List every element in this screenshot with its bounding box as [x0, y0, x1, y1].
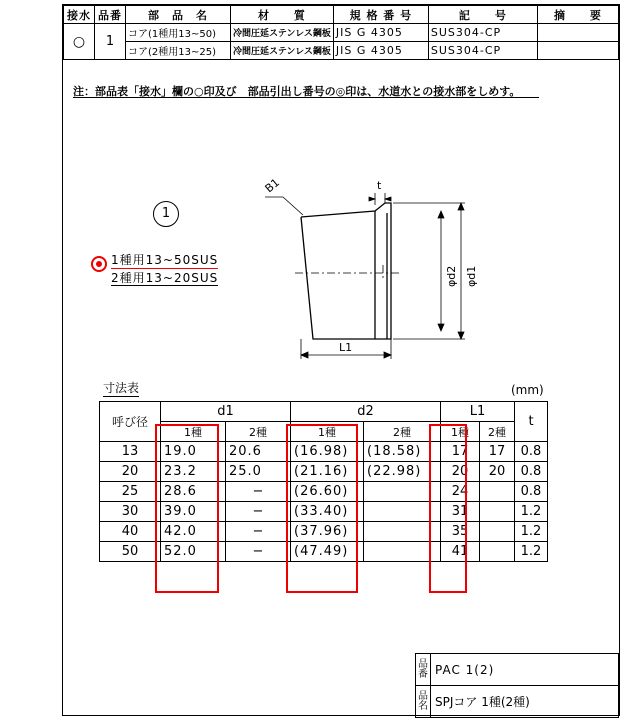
size-line-type1: 1種用13~50SUS — [111, 253, 219, 267]
sub-d1-2: 2種 — [226, 422, 291, 442]
cell-d2-1: (33.40) — [291, 502, 364, 522]
cell-nominal: 50 — [100, 542, 161, 562]
cell-L1-1: 24 — [441, 482, 480, 502]
cell-d1-2: 25.0 — [226, 462, 291, 482]
header-L1: L1 — [441, 402, 515, 422]
cell-L1-1: 41 — [441, 542, 480, 562]
label-B1: B1 — [262, 175, 283, 196]
cell-d2-1: (47.49) — [291, 542, 364, 562]
material-cell: 冷間圧延ステンレス鋼板 — [231, 42, 334, 60]
cell-nominal: 40 — [100, 522, 161, 542]
cell-t: 0.8 — [515, 442, 548, 462]
cell-nominal: 20 — [100, 462, 161, 482]
header-t: t — [515, 402, 548, 442]
dimension-table-title: 寸法表 — [103, 381, 140, 395]
part-name-value: SPJコア 1種(2種) — [431, 686, 619, 718]
part-name-cell: コア(1種用13~50) — [126, 24, 231, 42]
standard-cell: JIS G 4305 — [333, 24, 428, 42]
cell-L1-2 — [480, 482, 515, 502]
table-row — [100, 462, 548, 482]
cell-d2-1: (26.60) — [291, 482, 364, 502]
cell-t: 0.8 — [515, 482, 548, 502]
parts-table — [63, 5, 619, 60]
cell-d2-2 — [364, 502, 441, 522]
cell-d1-1: 19.0 — [161, 442, 226, 462]
title-block — [415, 653, 619, 718]
cell-d2-2 — [364, 522, 441, 542]
header-part-name: 部 品 名 — [126, 6, 231, 24]
header-standard: 規 格 番 号 — [333, 6, 428, 24]
cell-d1-1: 23.2 — [161, 462, 226, 482]
standard-cell: JIS G 4305 — [333, 42, 428, 60]
label-part-name: 品名 — [416, 686, 431, 718]
label-part-number: 品番 — [416, 654, 431, 686]
note-underline — [73, 97, 539, 98]
label-d2: φd2 — [445, 265, 458, 287]
header-nominal: 呼び径 — [100, 402, 161, 442]
part-name-cell: コア(2種用13~25) — [126, 42, 231, 60]
cell-d2-1: (16.98) — [291, 442, 364, 462]
label-t: t — [377, 179, 382, 192]
cell-L1-2 — [480, 522, 515, 542]
header-water: 接水 — [64, 6, 95, 24]
cell-L1-1: 17 — [441, 442, 480, 462]
header-d2: d2 — [291, 402, 441, 422]
sub-d1-1: 1種 — [161, 422, 226, 442]
table-row — [100, 502, 548, 522]
symbol-cell: SUS304-CP — [428, 42, 537, 60]
cell-d1-2: − — [226, 542, 291, 562]
header-d1: d1 — [161, 402, 291, 422]
dimension-table — [99, 401, 548, 562]
cell-d1-1: 39.0 — [161, 502, 226, 522]
cell-nominal: 30 — [100, 502, 161, 522]
sub-L1-2: 2種 — [480, 422, 515, 442]
sub-d2-2: 2種 — [364, 422, 441, 442]
cell-d1-1: 52.0 — [161, 542, 226, 562]
table-row — [100, 522, 548, 542]
cell-d1-1: 28.6 — [161, 482, 226, 502]
parts-row — [64, 42, 619, 60]
water-contact-mark: ○ — [64, 24, 95, 60]
cell-L1-1: 20 — [441, 462, 480, 482]
dim-header-row — [100, 402, 548, 422]
table-row — [100, 442, 548, 462]
parts-row — [64, 24, 619, 42]
cell-L1-1: 31 — [441, 502, 480, 522]
cell-d2-2 — [364, 482, 441, 502]
cell-d2-1: (37.96) — [291, 522, 364, 542]
title-block-row — [416, 654, 619, 686]
cell-L1-1: 35 — [441, 522, 480, 542]
label-L1: L1 — [339, 341, 353, 354]
part-number-value: PAC 1(2) — [431, 654, 619, 686]
parts-header-row — [64, 6, 619, 24]
core-section-drawing — [63, 175, 619, 375]
header-material: 材 質 — [231, 6, 334, 24]
sub-L1-1: 1種 — [441, 422, 480, 442]
cell-d1-2: 20.6 — [226, 442, 291, 462]
cell-d2-1: (21.16) — [291, 462, 364, 482]
material-cell: 冷間圧延ステンレス鋼板 — [231, 24, 334, 42]
cell-L1-2 — [480, 542, 515, 562]
cell-d2-2: (18.58) — [364, 442, 441, 462]
cell-t: 1.2 — [515, 502, 548, 522]
cell-L1-2: 20 — [480, 462, 515, 482]
cell-d2-2 — [364, 542, 441, 562]
part-callout-number: 1 — [153, 201, 179, 227]
label-d1: φd1 — [465, 265, 478, 287]
cell-nominal: 25 — [100, 482, 161, 502]
table-row — [100, 482, 548, 502]
size-line-type2: 2種用13~20SUS — [111, 271, 219, 285]
part-number-cell: 1 — [95, 24, 126, 60]
sub-d2-1: 1種 — [291, 422, 364, 442]
cell-nominal: 13 — [100, 442, 161, 462]
water-contact-note: 注：部品表「接水」欄の○印及び 部品引出し番号の◎印は、水道水との接水部をしめす。 — [73, 85, 521, 98]
cell-t: 1.2 — [515, 542, 548, 562]
cell-d1-2: − — [226, 522, 291, 542]
core-outline — [301, 203, 391, 339]
title-block-row — [416, 686, 619, 718]
dim-subheader-row — [100, 422, 548, 442]
cell-d2-2: (22.98) — [364, 462, 441, 482]
drawing-sheet — [62, 4, 620, 716]
cell-d1-1: 42.0 — [161, 522, 226, 542]
symbol-cell: SUS304-CP — [428, 24, 537, 42]
remarks-cell — [537, 42, 618, 60]
cell-d1-2: − — [226, 502, 291, 522]
header-part-no: 品番 — [95, 6, 126, 24]
table-row — [100, 542, 548, 562]
header-remarks: 摘 要 — [537, 6, 618, 24]
unit-label: (mm) — [511, 383, 544, 397]
cell-d1-2: − — [226, 482, 291, 502]
cell-t: 0.8 — [515, 462, 548, 482]
remarks-cell — [537, 24, 618, 42]
cell-t: 1.2 — [515, 522, 548, 542]
header-symbol: 記 号 — [428, 6, 537, 24]
cell-L1-2: 17 — [480, 442, 515, 462]
cell-L1-2 — [480, 502, 515, 522]
